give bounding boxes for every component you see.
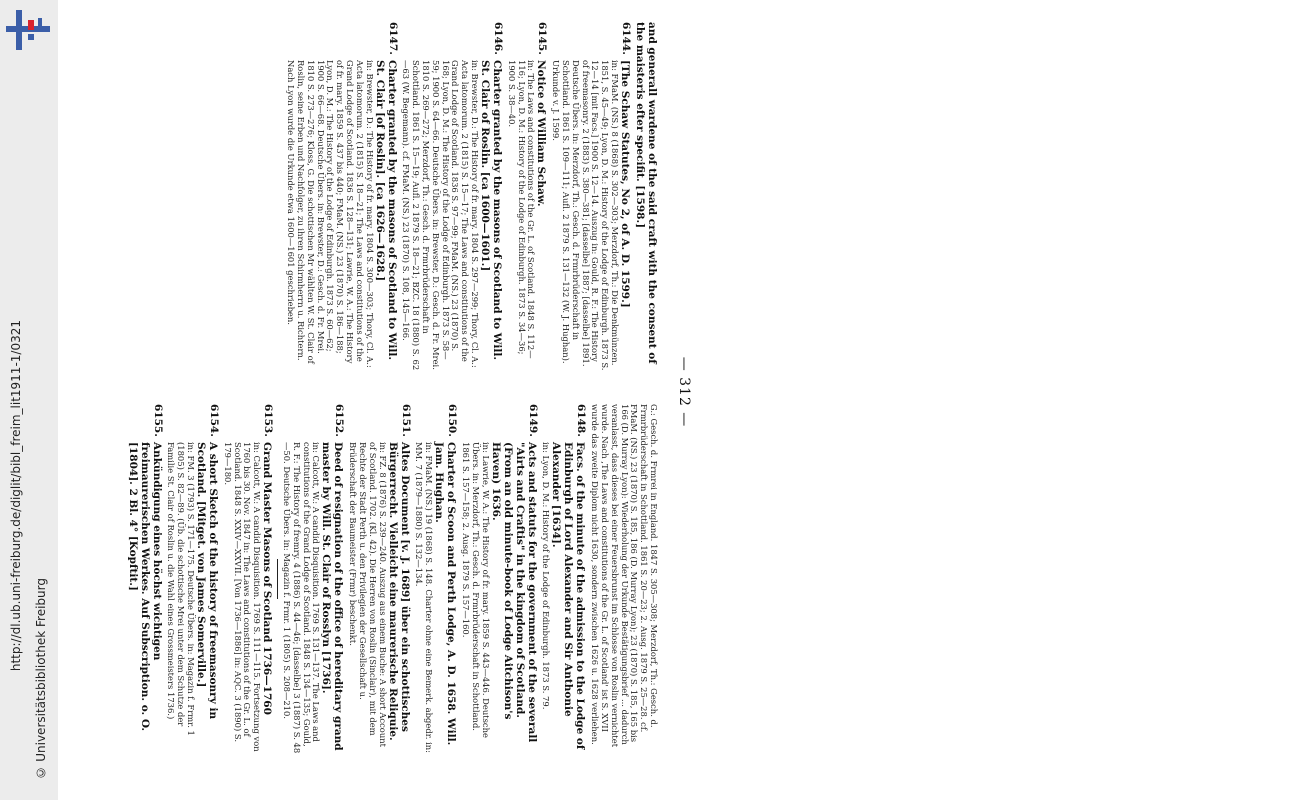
entry-number: 6152. [333, 404, 346, 437]
entry-body: in: Brewster, D.: The History of fr. mary. 1804 S. 297—299; Thory, Cl. A.: Acta latomorum. 2 (1815) S. 15—17; The Laws and constitutions of the Grand Lodge of Scotland. 1836 S. 97—99; FMaM. (NS.) 23 (1870) S. 168; Lyon, D. M.: The History of the Lodge of Edinburgh. 1873 S. 58—59; 1900 S. 64—66. Deutsche Übers. in: Brewster, D.: Gesch. d. Fr. Mrei. 1810 S. 269—272; Merzdorf, Th.: Gesch. d. Frmrbrüderschaft in Schottland. 1861 S. 15—19; Aufl. 2 1879 S. 18—21; BZC. 18 (1880) S. 62—63 (W. Begemann). cf. FMaM. (NS.) 23 (1870) S. 108, 145—166. [401, 60, 481, 371]
entry-number: 6144. [620, 22, 632, 55]
bibliography-entry [281, 404, 344, 754]
viewer-sidebar [0, 0, 58, 800]
entry-number: 6148. [575, 404, 588, 437]
entry-number: 6151. [399, 404, 412, 437]
bibliography-entry [506, 22, 547, 372]
bibliography-entry [222, 404, 273, 754]
entry-body: in: The Laws and constitutions of the Gr. L. of Scotland. 1848 S. 112—116; Lyon, D. M.: History of the Lodge of Edinburgh. 1873 S. 34—36; 1900 S. 38—40. [506, 60, 537, 359]
entry-body: in: Calcott, W.: A candid Disquisition. 1769 S. 131—137. The Laws and constitutions of the Grand Lodge of Scotland. 1848 S. 134—135; Gould, R. F.: The History of fremry. 4 (1886) S. 44—46; [dasselbe] 3 (1887) S. 48—50. Deutsche Übers. in: Magazin f. Frmr. 1 (1805) S. 208—210. [282, 442, 322, 754]
entry-title: Notice of William Schaw. [535, 60, 548, 207]
entry-body: in: Lawrie, W. A.: The History of fr. mary. 1859 S. 443—446. Deutsche Übers. in: Merzdorf, Th.: Gesch. d. Frmrbrüderschaft in Schottland. 1861 S. 157—158; 2. Ausg. 1879 S. 157—160. [461, 442, 491, 738]
entry-body: in: Brewster, D.: The History of fr. mary. 1804 S. 300—303; Thory, Cl. A.: Acta latomorum. 2 (1815) S. 18—21; The Laws and constitutions of the Grand Lodge of Scotland. 1836 S. 128—131; Lawrie, W. A.: The History of fr. mary. 1859 S. 437 bis 440; FMaM. (NS.) 23 (1870) S. 186—188; Lyon, D. M.: The History of the Lodge of Edinburgh. 1873 S. 60—62; 1900 S. 66—68. Deutsche Übers. in: Brewster, D.: Gesch. d. Fr. Mrei. 1810 S. 273—276; Kloss, G. Die schottischen Mr wählten W. St. Clair of Roslin, seine Erben und Nachfolger, zu ihren Schirmherrn u. Richtern. Nach Lyon wurde die Urkunde etwa 1600—1601 geschrieben. [286, 60, 375, 368]
entry-title: Charter of Scoon and Perth Lodge, A. D. 1658. Will. Jam. Hughan. [433, 442, 458, 746]
entry-title: Ankündigung eines höchst wichtigen freimaurerischen Werkes. Auf Subscription. o. O. [1804]. 2 Bl. 4° [Kopftit.] [126, 442, 163, 732]
entry-title: Charter granted by the masons of Scotland to Will. St. Clair of Roslin. [ca 1600—1601.] [479, 60, 504, 360]
scanned-page [126, 0, 698, 800]
entry-list [127, 404, 587, 754]
entry-title: Acts and statuts for the government of the severall "Airts and Craftis" in the kingdom of Scotland. (From an old minute-book of Lodge Aitchison's Haven) 1636. [489, 442, 538, 743]
entry-number: 6145. [536, 22, 549, 55]
bibliography-entry [166, 404, 219, 754]
entry-list [285, 22, 631, 372]
rotated-page-content [126, 12, 698, 772]
entry-body: in: Calcott, W.: A candid Disquisition. 1769 S. 111—115. Fortsetzung von 1760 bis 30. Nov. 1847 in: The Laws and constitutions of the Gr. L. of Scotland. 1848 S. XXIV—XXVII. [Von 1736—1886] in: AQC. 3 (1890) S. 179—180. [222, 442, 263, 752]
entry-body: in: FM. 3 (1793) S. 171—175. Deutsche Übers. in: Magazin f. Frmr. 1 (1805) S. 82—89. (Üb. die schottische Mrei unter dem Schutze der Familie St. Clair of Roslin u. die Wahl eines Grossmeisters 1736.) [166, 442, 197, 736]
continuation-text: and generall wardene of the said craft with the consent of the maisteris efter specifit. [1598.] [634, 22, 658, 364]
entry-body: in: FMaM. (NS.) 19 (1868) S. 148. Charter ohne eine Bemerk. abgedr. in: MM. 7 (1879—1880) S. 132—134. [414, 442, 435, 753]
bibliography-entry [460, 404, 537, 754]
entry-title: A short Sketch of the history of freemasonry in Scotland. [Mitget. von James Somerville.] [195, 442, 220, 720]
entry-title: Grand Master Masons of Scotland 1736—1760 [261, 442, 274, 715]
entry-number: 6154. [208, 404, 221, 437]
bibliography-entry [347, 404, 410, 754]
entry-body: in: FMaM. (NS.) 8 (1868) S. 302—303; Merzdorf, Th.: Die Denkmünzen. 1851, S. 45—49; Lyon, D. M.: History of the Lodge of Edinburgh. 1873 S. 12—14 [mit Facs.] 1900 S. 12—14. Auszug in: Gould, R. F.: The History of freemasonry. 2 (1883) S. 380—381; [dasselbe] 1887; [dasselbe] 1891. Deutsche Übers. in: Merzdorf, Th.: Gesch. d. Frmrbrüderschaft in Schottland. 1861 S. 109—111; Aufl. 2 1879 S. 131—132 (W. J. Hughan). Urkunde v. J. 1599. [551, 60, 620, 371]
bibliography-entry [127, 404, 163, 754]
bibliography-entry [541, 404, 587, 754]
entry-body: in: Lyon, D. M.: History of the Lodge of Edinburgh. 1873 S. 79. [541, 442, 552, 710]
page-number: — 312 — [676, 356, 692, 428]
entry-title: [The Schaw Statutes, No 2, of A. D. 1599.] [619, 60, 631, 308]
permalink-strip [9, 20, 29, 780]
entry-number: 6147. [386, 22, 399, 55]
entry-number: 6146. [492, 22, 505, 55]
entry-number: 6153. [262, 404, 275, 437]
entry-body: in: FZ. 8 (1876) S. 239—240. Auszug aus einem Buche: A short Account of Scotland. 1702. (Kl. 42). Die Herren von Roslin (Sinclair), mit dem Rechte der Stadt Perth u. den Privilegien der Gesellschaft u. Brüderschaft der Baumeister (Frmr) beschenkt. [348, 442, 388, 747]
copyright-strip [34, 20, 54, 780]
section-divider [277, 559, 278, 599]
entry-title: Facs. of the minute of the admission to the Lodge of Edinburgh of Lord Alexander and Sir Anthonie Alexander [1634]. [550, 442, 587, 750]
bibliography-entry [550, 22, 631, 372]
bibliography-entry [414, 404, 458, 754]
entry-number: 6149. [526, 404, 539, 437]
bibliography-entry [401, 22, 503, 372]
bibliography-entry [285, 22, 397, 372]
entry-number: 6155. [151, 404, 164, 437]
entry-number: 6150. [446, 404, 459, 437]
permalink-url[interactable]: http://dl.ub.uni-freiburg.de/diglit/bibl_freim_lit1911-1/0321 [9, 320, 23, 672]
right-column [124, 404, 658, 754]
continuation-text: G.: Gesch. d. Frmrei in England. 1847 S. 305—308; Merzdorf, Th.: Gesch. d. Frmrbrüderschaft in Schottland. 1861 S. 20—23; 2. Ausg. 1879 S. 25—28. cf. FMaM. (NS.) 23 (1870) S. 185, 186 (D. Murray Lyon); 23 (1870) S. 185, 165 bis 166 (D. Murray Lyon): Wiederholung der Urkunde Bestätigungsbrief ... dadurch veranlasst, dass dieses bei einer Feuersbrunst im Schlosse von Roslin vernichtet wurde. Nach ,The Laws and constitutions of the Gr. L. of Scotland' ist S. XVII wurde das zweite Diplom nicht 1630, sondern zwischen 1626 u. 1628 verliehen. [590, 404, 659, 748]
entry-title: Altes Document [v. J. 1689] über ein schottisches Bürgerrecht. Vielleicht eine maurerische Reliquie. [386, 442, 411, 741]
copyright-notice: © Universitätsbibliothek Freiburg [34, 578, 48, 780]
left-column [282, 22, 658, 372]
entry-title: Deed of resignation of the office of hereditary grand master by Will. St. Clair of Rosslyn [1736]. [320, 442, 345, 751]
entry-title: Charter granted by the masons of Scotland to Will. St. Clair [of Roslin]. [ca 1626—1628.] [373, 60, 398, 360]
